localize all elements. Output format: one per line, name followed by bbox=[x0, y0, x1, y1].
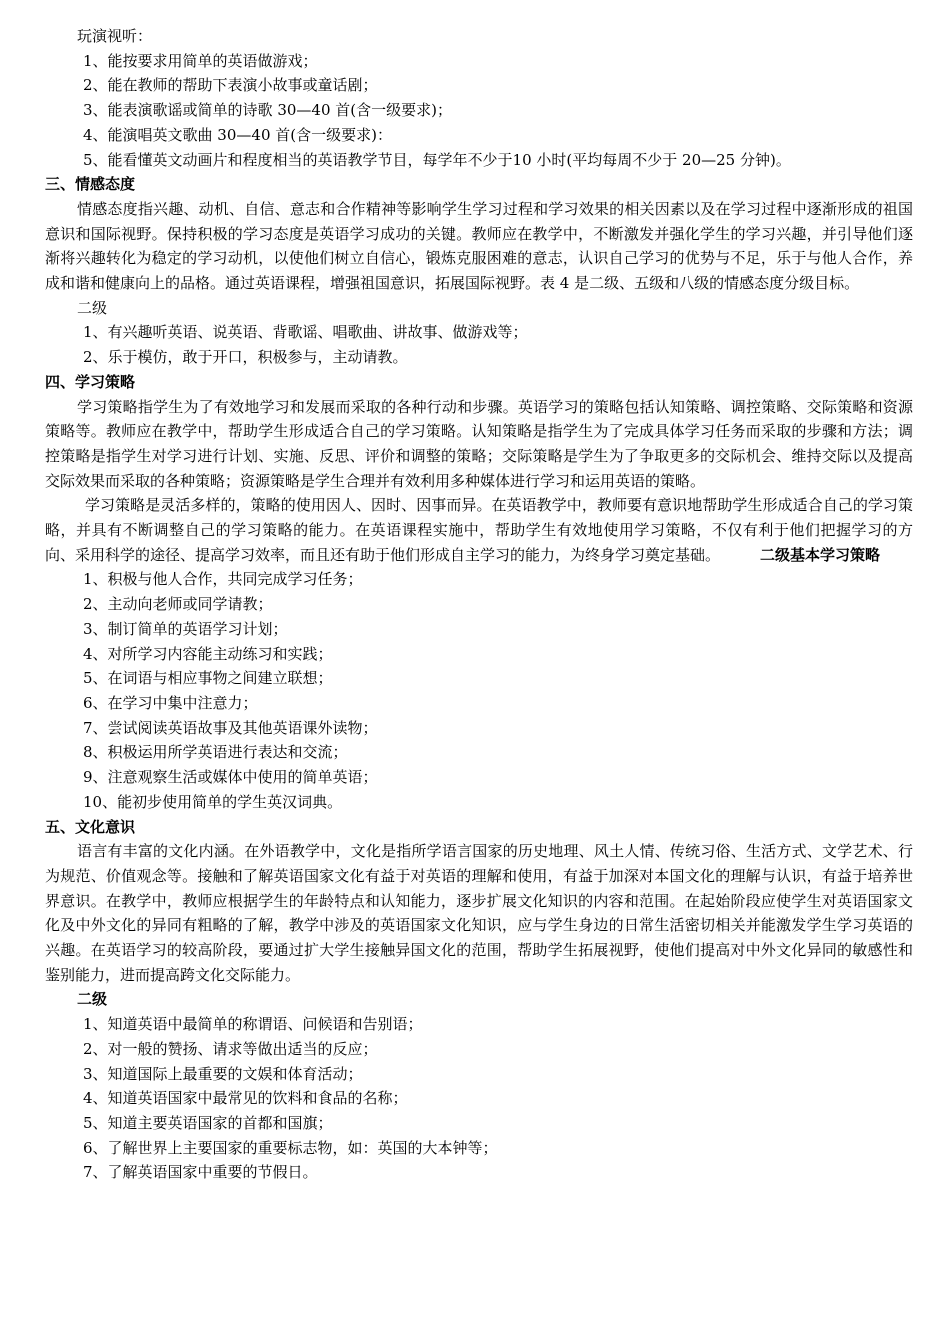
document-page bbox=[45, 24, 913, 1185]
list-item: 10、能初步使用简单的学生英汉词典。 bbox=[83, 792, 343, 811]
list-item: 9、注意观察生活或媒体中使用的简单英语； bbox=[83, 768, 378, 787]
intro-item: 1、能按要求用简单的英语做游戏； bbox=[83, 51, 318, 70]
list-item: 8、积极运用所学英语进行表达和交流； bbox=[83, 743, 348, 762]
intro-item: 5、能看懂英文动画片和程度相当的英语教学节目，每学年不少于10 小时(平均每周不少于 20—25 分钟)。 bbox=[83, 150, 791, 169]
list-item: 5、在词语与相应事物之间建立联想； bbox=[83, 669, 333, 688]
intro-item: 3、能表演歌谣或简单的诗歌 30—40 首(含一级要求)； bbox=[83, 101, 452, 120]
intro-item: 4、能演唱英文歌曲 30—40 首(含一级要求)： bbox=[83, 125, 392, 144]
paragraph-text: 学习策略是灵活多样的，策略的使用因人、因时、因事而异。在英语教学中，教师要有意识地帮助学生形成适合自己的学习策略，并具有不断调整自己的学习策略的能力。在英语课程实施中，帮助学生有效地使用学习策略，不仅有利于他们把握学习的方向、采用科学的途径、提高学习效率，而且还有助于他们形成自主学习的能力，为终身学习奠定基础。 bbox=[45, 496, 913, 564]
list-item: 1、有兴趣听英语、说英语、背歌谣、唱歌曲、讲故事、做游戏等； bbox=[83, 323, 528, 342]
list-item: 2、乐于模仿，敢于开口，积极参与，主动请教。 bbox=[83, 348, 408, 367]
list-item: 2、对一般的赞扬、请求等做出适当的反应； bbox=[83, 1039, 378, 1058]
section-heading-strategy: 四、学习策略 bbox=[45, 372, 136, 391]
level-subheading: 二级 bbox=[77, 298, 108, 317]
intro-item: 2、能在教师的帮助下表演小故事或童话剧； bbox=[83, 76, 378, 95]
list-item: 3、知道国际上最重要的文娱和体育活动； bbox=[83, 1064, 363, 1083]
list-item: 1、积极与他人合作，共同完成学习任务； bbox=[83, 570, 363, 589]
section-heading-emotion: 三、情感态度 bbox=[45, 175, 136, 194]
list-item: 2、主动向老师或同学请教； bbox=[83, 595, 273, 614]
intro-title: 玩演视听： bbox=[77, 27, 153, 45]
list-item: 4、对所学习内容能主动练习和实践； bbox=[83, 644, 333, 663]
list-item: 4、知道英语国家中最常见的饮料和食品的名称； bbox=[83, 1089, 408, 1108]
list-item: 7、了解英语国家中重要的节假日。 bbox=[83, 1163, 318, 1182]
section-paragraph-emotion: 情感态度指兴趣、动机、自信、意志和合作精神等影响学生学习过程和学习效果的相关因素以及在学习过程中逐渐形成的祖国意识和国际视野。保持积极的学习态度是英语学习成功的关键。教师应在教学中，不断激发并强化学生的学习兴趣，并引导他们逐渐将兴趣转化为稳定的学习动机，以使他们树立自信心，锻炼克服困难的意志，认识自己学习的优势与不足，乐于与他人合作，养成和谐和健康向上的品格。通过英语课程，增强祖国意识，拓展国际视野。表 4 是二级、五级和八级的情感态度分级目标。 bbox=[45, 199, 913, 293]
list-item: 6、了解世界上主要国家的重要标志物，如：英国的大本钟等； bbox=[83, 1138, 498, 1157]
section-paragraph-culture: 语言有丰富的文化内涵。在外语教学中，文化是指所学语言国家的历史地理、风土人情、传统习俗、生活方式、文学艺术、行为规范、价值观念等。接触和了解英语国家文化有益于对英语的理解和使用，有益于加深对本国文化的理解与认识，有益于培养世界意识。在教学中，教师应根据学生的年龄特点和认知能力，逐步扩展文化知识的内容和范围。在起始阶段应使学生对英语国家文化及中外文化的异同有粗略的了解，教学中涉及的英语国家文化知识，应与学生身边的日常生活密切相关并能激发学生学习英语的兴趣。在英语学习的较高阶段，要通过扩大学生接触异国文化的范围，帮助学生拓展视野，使他们提高对中外文化异同的敏感性和鉴别能力，进而提高跨文化交际能力。 bbox=[45, 842, 913, 984]
level-subheading: 二级 bbox=[77, 990, 108, 1009]
list-item: 6、在学习中集中注意力； bbox=[83, 693, 258, 712]
list-item: 3、制订简单的英语学习计划； bbox=[83, 619, 288, 638]
inline-subheading: 二级基本学习策略 bbox=[760, 545, 881, 564]
section-paragraph-strategy-1: 学习策略指学生为了有效地学习和发展而采取的各种行动和步骤。英语学习的策略包括认知策略、调控策略、交际策略和资源策略等。教师应在教学中，帮助学生形成适合自己的学习策略。认知策略是指学生为了完成具体学习任务而采取的步骤和方法；调控策略是指学生对学习进行计划、实施、反思、评价和调整的策略；交际策略是学生为了争取更多的交际机会、维持交际以及提高交际效果而采取的各种策略；资源策略是学生合理并有效利用多种媒体进行学习和运用英语的策略。 bbox=[45, 397, 913, 490]
list-item: 7、尝试阅读英语故事及其他英语课外读物； bbox=[83, 718, 378, 737]
list-item: 5、知道主要英语国家的首都和国旗； bbox=[83, 1113, 333, 1132]
section-heading-culture: 五、文化意识 bbox=[45, 817, 136, 836]
section-paragraph-strategy-2 bbox=[45, 493, 913, 567]
list-item: 1、知道英语中最简单的称谓语、问候语和告别语； bbox=[83, 1015, 423, 1034]
